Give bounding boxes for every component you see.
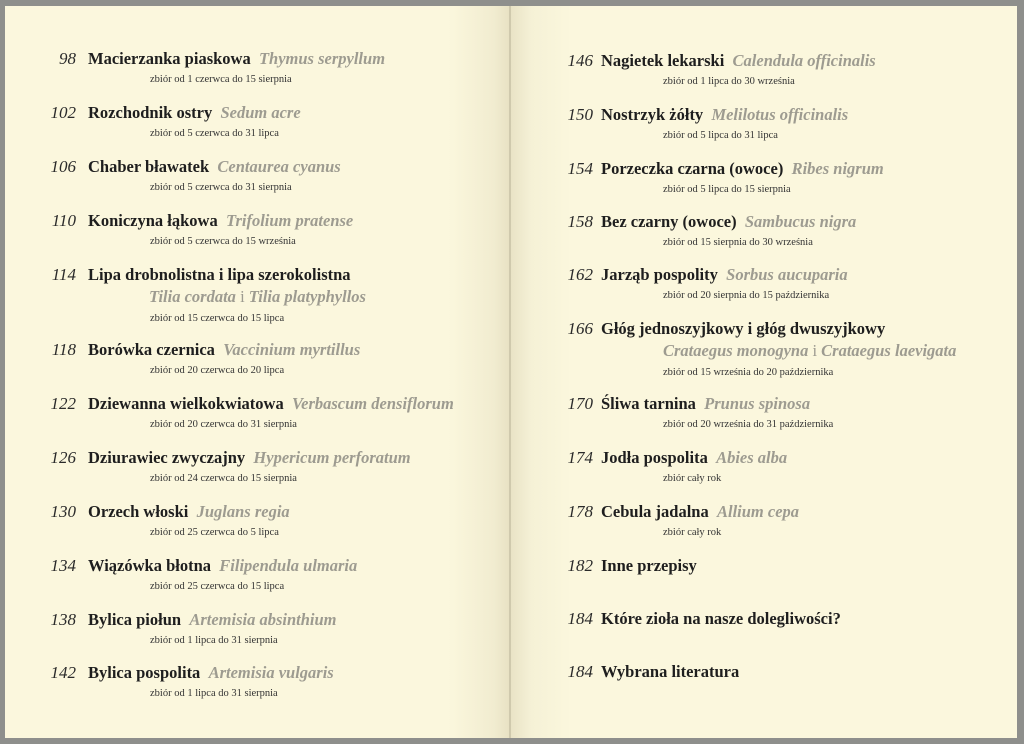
toc-entry[interactable] xyxy=(5,610,509,646)
toc-entry[interactable] xyxy=(5,103,509,139)
entry-title: Wybrana literatura xyxy=(601,662,740,681)
entry-title: Cebula jadalna xyxy=(601,502,709,521)
page-number: 138 xyxy=(50,610,76,629)
page-number: 130 xyxy=(50,502,76,521)
latin-name: Sambucus nigra xyxy=(744,212,857,231)
page-number: 184 xyxy=(567,609,593,628)
latin-name: Hypericum perforatum xyxy=(253,448,411,467)
page-number: 182 xyxy=(567,556,593,575)
page-number: 110 xyxy=(51,211,76,230)
latin-name: Crataegus monogyna xyxy=(663,341,809,360)
entry-title: Nostrzyk żółty xyxy=(601,105,704,124)
toc-entry[interactable] xyxy=(5,265,509,324)
page-number: 98 xyxy=(59,49,76,68)
page-number: 166 xyxy=(567,319,593,338)
book-spread xyxy=(5,6,1017,738)
toc-entry[interactable] xyxy=(511,319,1017,378)
latin-name: Verbascum densiflorum xyxy=(291,394,454,413)
latin-name: Artemisia vulgaris xyxy=(208,663,334,682)
entry-title: Bylica pospolita xyxy=(88,663,201,682)
page-number: 184 xyxy=(567,662,593,681)
right-page xyxy=(511,6,1017,738)
harvest-period: zbiór od 15 czerwca do 15 lipca xyxy=(150,313,285,324)
entry-title: Śliwa tarnina xyxy=(601,394,696,413)
entry-title: Rozchodnik ostry xyxy=(88,103,213,122)
toc-entry[interactable] xyxy=(5,502,509,538)
latin-name: Sedum acre xyxy=(220,103,301,122)
toc-entry[interactable] xyxy=(511,212,1017,248)
latin-name: Prunus spinosa xyxy=(704,394,811,413)
page-number: 106 xyxy=(50,157,76,176)
toc-entry[interactable] xyxy=(5,394,509,430)
page-number: 134 xyxy=(50,556,76,575)
harvest-period: zbiór od 1 lipca do 31 sierpnia xyxy=(150,635,278,646)
entry-title: Dziewanna wielkokwiatowa xyxy=(88,394,284,413)
latin-name: Abies alba xyxy=(716,448,788,467)
harvest-period: zbiór od 1 lipca do 31 sierpnia xyxy=(150,688,278,699)
toc-entry[interactable] xyxy=(511,556,1017,578)
page-number: 102 xyxy=(50,103,76,122)
toc-entry[interactable] xyxy=(5,663,509,699)
latin-name: Trifolium pratense xyxy=(225,211,354,230)
toc-entry[interactable] xyxy=(511,159,1017,195)
page-number: 114 xyxy=(51,265,76,284)
harvest-period: zbiór od 24 czerwca do 15 sierpnia xyxy=(150,473,297,484)
harvest-period: zbiór od 5 lipca do 15 sierpnia xyxy=(663,184,791,195)
latin-name: Allium cepa xyxy=(716,502,800,521)
harvest-period: zbiór od 5 lipca do 31 lipca xyxy=(663,130,778,141)
toc-entry[interactable] xyxy=(5,556,509,592)
latin-name: Juglans regia xyxy=(196,502,290,521)
harvest-period: zbiór od 1 lipca do 30 września xyxy=(663,76,795,87)
latin-name: Tilia platyphyllos xyxy=(248,287,366,306)
toc-entry[interactable] xyxy=(5,340,509,376)
toc-entry[interactable] xyxy=(511,502,1017,538)
page-number: 118 xyxy=(51,340,76,359)
page-number: 162 xyxy=(567,265,593,284)
toc-entry[interactable] xyxy=(511,105,1017,141)
toc-entry[interactable] xyxy=(511,394,1017,430)
entry-title: Wiązówka błotna xyxy=(88,556,212,575)
harvest-period: zbiór od 1 czerwca do 15 sierpnia xyxy=(150,74,292,85)
entry-title: Bez czarny (owoce) xyxy=(601,212,737,231)
page-number: 150 xyxy=(567,105,593,124)
harvest-period: zbiór cały rok xyxy=(663,527,722,538)
latin-name: Crataegus laevigata xyxy=(821,341,957,360)
page-number: 122 xyxy=(50,394,76,413)
entry-title: Które zioła na nasze dolegliwości? xyxy=(601,609,841,628)
page-number: 142 xyxy=(50,663,76,682)
latin-name: Melilotus officinalis xyxy=(711,105,849,124)
toc-entry[interactable] xyxy=(511,265,1017,301)
toc-entry[interactable] xyxy=(5,211,509,247)
entry-title: Jodła pospolita xyxy=(601,448,708,467)
toc-entry[interactable] xyxy=(5,448,509,484)
conjunction: i xyxy=(812,341,818,360)
harvest-period: zbiór od 20 sierpnia do 15 października xyxy=(663,290,830,301)
page-number: 178 xyxy=(567,502,593,521)
harvest-period: zbiór od 15 sierpnia do 30 września xyxy=(663,237,813,248)
page-number: 174 xyxy=(567,448,593,467)
entry-title: Jarząb pospolity xyxy=(601,265,718,284)
latin-name: Ribes nigrum xyxy=(791,159,884,178)
harvest-period: zbiór od 25 czerwca do 5 lipca xyxy=(150,527,279,538)
entry-title: Koniczyna łąkowa xyxy=(88,211,218,230)
latin-name: Thymus serpyllum xyxy=(258,49,386,68)
entry-title: Głóg jednoszyjkowy i głóg dwuszyjkowy xyxy=(601,319,886,338)
page-number: 170 xyxy=(567,394,593,413)
harvest-period: zbiór od 15 września do 20 października xyxy=(663,367,834,378)
latin-name: Vaccinium myrtillus xyxy=(223,340,361,359)
entry-title: Porzeczka czarna (owoce) xyxy=(601,159,784,178)
latin-name: Sorbus aucuparia xyxy=(726,265,848,284)
latin-name: Tilia cordata xyxy=(149,287,236,306)
left-page xyxy=(5,6,509,738)
harvest-period: zbiór od 20 września do 31 października xyxy=(663,419,834,430)
toc-entry[interactable] xyxy=(511,51,1017,87)
harvest-period: zbiór od 20 czerwca do 31 sierpnia xyxy=(150,419,297,430)
toc-entry[interactable] xyxy=(511,609,1017,631)
harvest-period: zbiór od 25 czerwca do 15 lipca xyxy=(150,581,285,592)
entry-title: Inne przepisy xyxy=(601,556,697,575)
page-number: 154 xyxy=(567,159,593,178)
page-number: 146 xyxy=(567,51,593,70)
entry-title: Macierzanka piaskowa xyxy=(88,49,251,68)
harvest-period: zbiór od 5 czerwca do 15 września xyxy=(150,236,296,247)
harvest-period: zbiór od 5 czerwca do 31 lipca xyxy=(150,128,279,139)
entry-title: Lipa drobnolistna i lipa szerokolistna xyxy=(88,265,351,284)
page-number: 126 xyxy=(50,448,76,467)
conjunction: i xyxy=(240,287,245,306)
toc-entry[interactable] xyxy=(5,49,509,85)
entry-title: Borówka czernica xyxy=(88,340,215,359)
page-number: 158 xyxy=(567,212,593,231)
toc-entry[interactable] xyxy=(5,157,509,193)
entry-title: Nagietek lekarski xyxy=(601,51,725,70)
latin-name: Calendula officinalis xyxy=(732,51,876,70)
latin-name: Filipendula ulmaria xyxy=(219,556,358,575)
entry-title: Chaber bławatek xyxy=(88,157,210,176)
latin-name: Centaurea cyanus xyxy=(217,157,341,176)
harvest-period: zbiór cały rok xyxy=(663,473,722,484)
harvest-period: zbiór od 5 czerwca do 31 sierpnia xyxy=(150,182,292,193)
entry-title: Orzech włoski xyxy=(88,502,189,521)
harvest-period: zbiór od 20 czerwca do 20 lipca xyxy=(150,365,285,376)
entry-title: Bylica piołun xyxy=(88,610,182,629)
latin-name: Artemisia absinthium xyxy=(189,610,337,629)
toc-entry[interactable] xyxy=(511,662,1017,684)
toc-entry[interactable] xyxy=(511,448,1017,484)
entry-title: Dziurawiec zwyczajny xyxy=(88,448,246,467)
